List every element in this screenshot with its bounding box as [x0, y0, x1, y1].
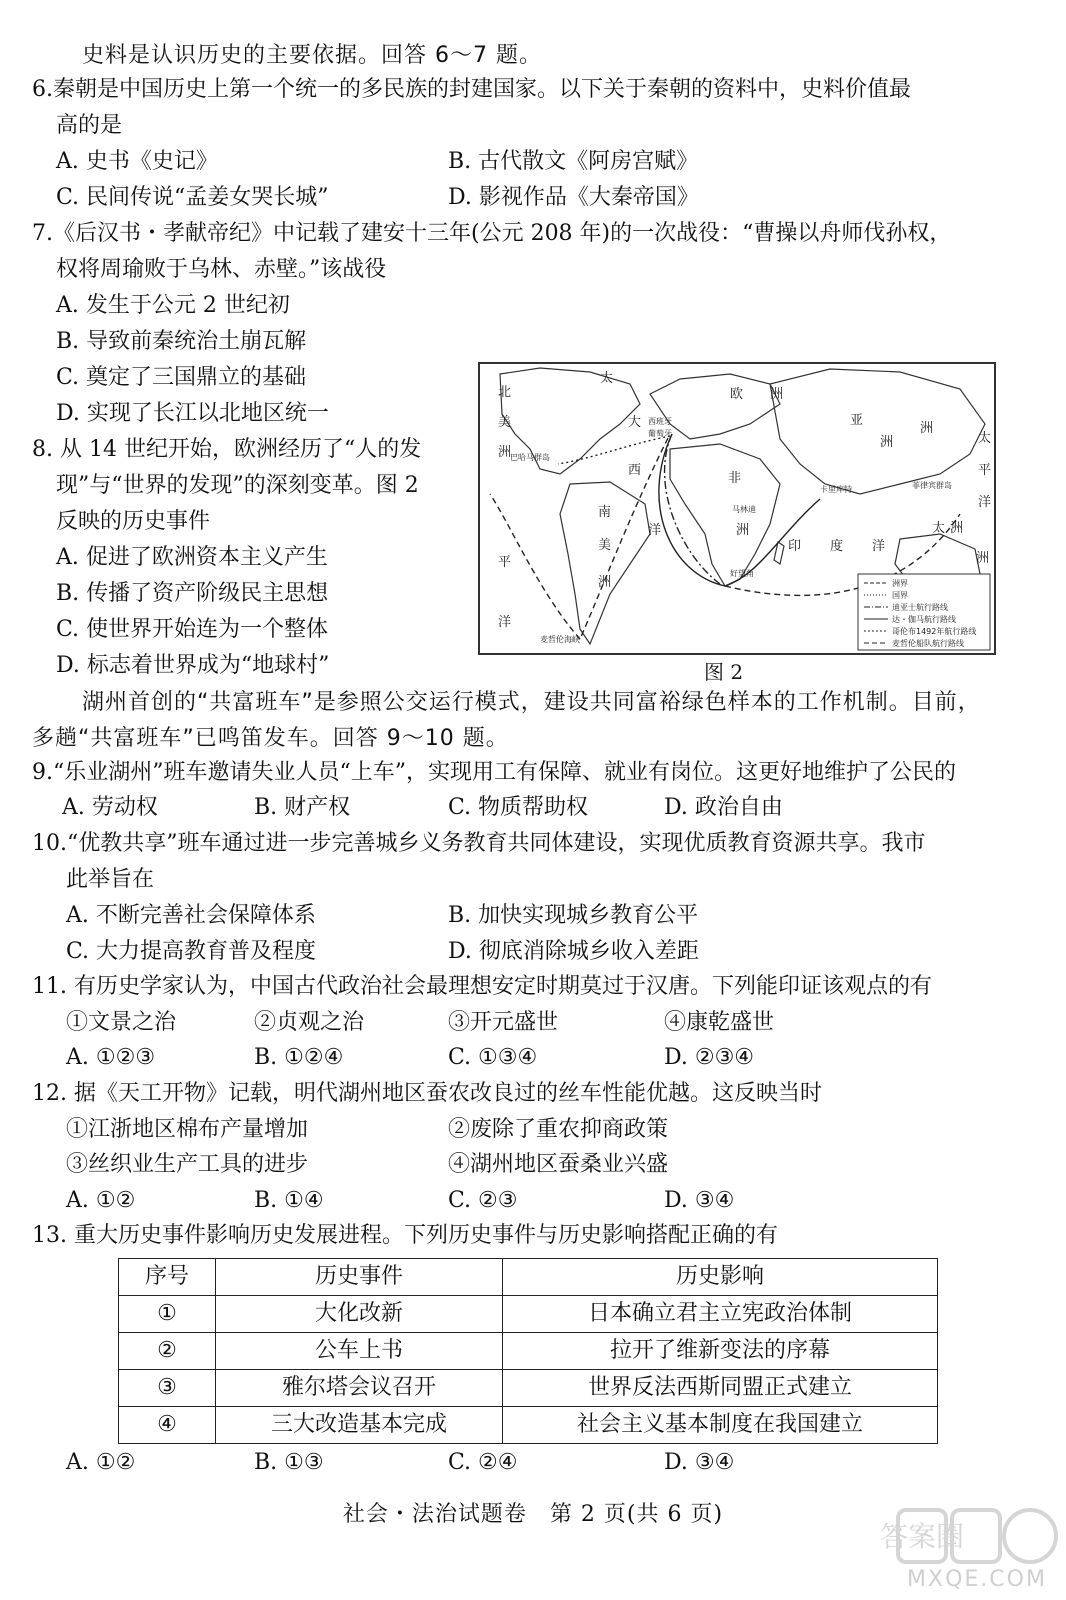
q12-item-1: ①江浙地区棉布产量增加 [66, 1117, 309, 1142]
map-label-ou2: 洲 [770, 387, 784, 402]
q7-stem-line1: 7.《后汉书・孝献帝纪》中记载了建安十三年(公元 208 年)的一次战役：“曹操以舟师伐孙权， [32, 221, 952, 246]
world-map-svg [480, 364, 994, 653]
map-label-bahamas: 巴哈马群岛 [510, 453, 550, 462]
map-label-pac8: 洋 [498, 615, 512, 630]
q9-option-b: B. 财产权 [254, 795, 351, 820]
q7-stem-line2: 权将周瑜败于乌林、赤壁。”该战役 [56, 257, 387, 282]
map-label-daxi2: 西 [628, 463, 642, 478]
table-row [119, 1333, 938, 1370]
table-cell-event: 公车上书 [216, 1333, 503, 1370]
q7-option-c: C. 奠定了三国鼎立的基础 [56, 365, 307, 390]
table-row [119, 1296, 938, 1333]
legend-item-2: 迪亚士航行路线 [892, 603, 948, 612]
q11-option-d: D. ②③④ [664, 1045, 755, 1070]
map-label-ya1: 亚 [850, 413, 864, 428]
q6-option-c: C. 民间传说“孟姜女哭长城” [56, 185, 329, 210]
table-header-impact: 历史影响 [503, 1259, 938, 1296]
q12-item-2: ②废除了重农抑商政策 [448, 1117, 669, 1142]
q10-option-d: D. 彻底消除城乡收入差距 [448, 939, 699, 964]
page-footer: 社会・法治试题卷 第 2 页(共 6 页) [342, 1502, 724, 1527]
intro-text-9-10-line1: 湖州首创的“共富班车”是参照公交运行模式，建设共同富裕绿色样本的工作机制。目前， [82, 690, 981, 715]
q13-option-b: B. ①③ [254, 1450, 324, 1475]
q9-option-c: C. 物质帮助权 [448, 795, 589, 820]
map-label-na1: 北 [498, 385, 512, 400]
q10-option-c: C. 大力提高教育普及程度 [66, 939, 317, 964]
map-label-spain: 西班牙 [648, 417, 672, 426]
map-label-daxi1: 大 [628, 415, 642, 430]
table-cell-impact: 拉开了维新变法的序幕 [503, 1333, 938, 1370]
map-legend [858, 574, 990, 650]
intro-text-6-7: 史料是认识历史的主要依据。回答 6～7 题。 [82, 43, 542, 68]
q8-option-a: A. 促进了欧洲资本主义产生 [56, 545, 328, 570]
q7-option-d: D. 实现了长江以北地区统一 [56, 401, 329, 426]
map-label-pac7: 太 [932, 521, 946, 536]
q10-stem-line1: 10.“优教共享”班车通过进一步完善城乡义务教育共同体建设，实现优质教育资源共享。我市 [32, 831, 926, 856]
table-cell-number: ② [119, 1333, 216, 1370]
table-cell-number: ④ [119, 1407, 216, 1444]
table-cell-number: ① [119, 1296, 216, 1333]
q13-option-c: C. ②④ [448, 1450, 518, 1475]
q8-stem-line2: 现”与“世界的发现”的深刻变革。图 2 [56, 473, 419, 498]
map-label-pac3: 洋 [978, 495, 992, 510]
q12-option-a: A. ①② [66, 1188, 136, 1213]
map-label-fei1: 非 [728, 471, 742, 486]
q13-option-d: D. ③④ [664, 1450, 735, 1475]
map-label-pac9: 洲 [950, 521, 964, 536]
columbus-route [558, 436, 670, 464]
q13-table [118, 1258, 938, 1444]
map-label-pac5: 洲 [920, 421, 934, 436]
q11-option-c: C. ①③④ [448, 1045, 538, 1070]
table-header-row [119, 1259, 938, 1296]
q12-stem-line1: 12. 据《天工开物》记载，明代湖州地区蚕农改良过的丝车性能优越。这反映当时 [32, 1081, 822, 1106]
q11-item-4: ④康乾盛世 [664, 1010, 775, 1035]
map-label-pac1: 太 [978, 431, 992, 446]
table-cell-event: 雅尔塔会议召开 [216, 1370, 503, 1407]
map-label-pac4: 太 [600, 371, 614, 386]
table-cell-event: 大化改新 [216, 1296, 503, 1333]
q8-stem-line1: 8. 从 14 世纪开始，欧洲经历了“人的发 [32, 437, 422, 462]
table-cell-impact: 社会主义基本制度在我国建立 [503, 1407, 938, 1444]
q6-option-a: A. 史书《史记》 [56, 149, 218, 174]
map-label-na3: 洲 [498, 445, 512, 460]
watermark-logo [879, 1502, 1062, 1598]
map-label-sa1: 南 [598, 505, 612, 520]
q10-option-a: A. 不断完善社会保障体系 [66, 903, 316, 928]
map-label-portugal: 葡萄牙 [648, 429, 672, 438]
q8-option-b: B. 传播了资产阶级民主思想 [56, 581, 329, 606]
q7-option-a: A. 发生于公元 2 世纪初 [56, 293, 290, 318]
map-label-fei2: 洲 [736, 523, 750, 538]
table-cell-impact: 世界反法西斯同盟正式建立 [503, 1370, 938, 1407]
map-label-na2: 美 [498, 415, 512, 430]
q10-stem-line2: 此举旨在 [66, 867, 155, 892]
asia-outline [770, 369, 985, 494]
legend-item-4: 哥伦布1492年航行路线 [892, 627, 977, 636]
map-label-yin3: 洋 [872, 539, 886, 554]
q8-option-d: D. 标志着世界成为“地球村” [56, 653, 330, 678]
q11-item-3: ③开元盛世 [448, 1010, 559, 1035]
map-label-ya2: 洲 [880, 435, 894, 450]
map-label-sa3: 洲 [598, 575, 612, 590]
q11-item-2: ②贞观之治 [254, 1010, 365, 1035]
figure-caption: 图 2 [704, 660, 744, 684]
table-cell-impact: 日本确立君主立宪政治体制 [503, 1296, 938, 1333]
map-label-yin1: 印 [788, 539, 802, 554]
map-label-pac2: 平 [978, 463, 992, 478]
q8-option-c: C. 使世界开始连为一个整体 [56, 617, 329, 642]
map-label-pac6: 平 [498, 555, 512, 570]
legend-item-3: 达・伽马航行路线 [892, 615, 956, 624]
q9-option-a: A. 劳动权 [62, 795, 158, 820]
q11-option-a: A. ①②③ [66, 1045, 156, 1070]
table-header-event: 历史事件 [216, 1259, 503, 1296]
q13-option-a: A. ①② [66, 1450, 136, 1475]
map-label-malindi: 马林迪 [732, 505, 756, 514]
map-label-cape: 好望角 [730, 569, 754, 578]
legend-item-0: 洲界 [892, 579, 908, 588]
q8-stem-line3: 反映的历史事件 [56, 509, 211, 534]
figure-2-map [478, 362, 996, 655]
map-label-calicut: 卡里库特 [820, 485, 852, 494]
table-header-number: 序号 [119, 1259, 216, 1296]
q10-option-b: B. 加快实现城乡教育公平 [448, 903, 699, 928]
q12-item-4: ④湖州地区蚕桑业兴盛 [448, 1152, 669, 1177]
q11-stem-line1: 11. 有历史学家认为，中国古代政治社会最理想安定时期莫过于汉唐。下列能印证该观点的有 [32, 974, 932, 999]
q12-option-c: C. ②③ [448, 1188, 518, 1213]
map-label-yin2: 度 [830, 539, 844, 554]
q6-option-d: D. 影视作品《大秦帝国》 [448, 185, 699, 210]
q12-option-d: D. ③④ [664, 1188, 735, 1213]
q12-item-3: ③丝织业生产工具的进步 [66, 1152, 309, 1177]
table-row [119, 1370, 938, 1407]
table-row [119, 1407, 938, 1444]
legend-item-5: 麦哲伦船队航行路线 [892, 639, 964, 648]
q13-stem-line1: 13. 重大历史事件影响历史发展进程。下列历史事件与历史影响搭配正确的有 [32, 1223, 778, 1248]
q6-option-b: B. 古代散文《阿房宫赋》 [448, 149, 699, 174]
q11-item-1: ①文景之治 [66, 1010, 177, 1035]
q12-option-b: B. ①④ [254, 1188, 324, 1213]
q9-stem-line1: 9.“乐业湖州”班车邀请失业人员“上车”，实现用工有保障、就业有岗位。这更好地维护了公民的 [32, 760, 956, 785]
q7-option-b: B. 导致前秦统治土崩瓦解 [56, 329, 307, 354]
q9-option-d: D. 政治自由 [664, 795, 783, 820]
watermark-logo-text: 答案圈 [879, 1520, 965, 1553]
map-label-sa2: 美 [598, 538, 612, 553]
watermark-url: MXQE.COM [907, 1567, 1047, 1592]
map-label-daxi3: 洋 [648, 523, 662, 538]
q6-stem-line1: 6.秦朝是中国历史上第一个统一的多民族的封建国家。以下关于秦朝的资料中，史料价值最 [32, 77, 911, 102]
intro-text-9-10-line2: 多趟“共富班车”已鸣笛发车。回答 9～10 题。 [32, 726, 509, 751]
legend-item-1: 国界 [892, 591, 908, 600]
table-cell-number: ③ [119, 1370, 216, 1407]
map-label-magellan-strait: 麦哲伦海峡 [540, 635, 580, 644]
map-label-ou1: 欧 [730, 387, 744, 402]
map-label-philippines: 菲律宾群岛 [912, 481, 952, 490]
q11-option-b: B. ①②④ [254, 1045, 344, 1070]
map-label-aus: 洲 [976, 551, 990, 566]
table-cell-event: 三大改造基本完成 [216, 1407, 503, 1444]
q6-stem-line2: 高的是 [56, 113, 123, 138]
